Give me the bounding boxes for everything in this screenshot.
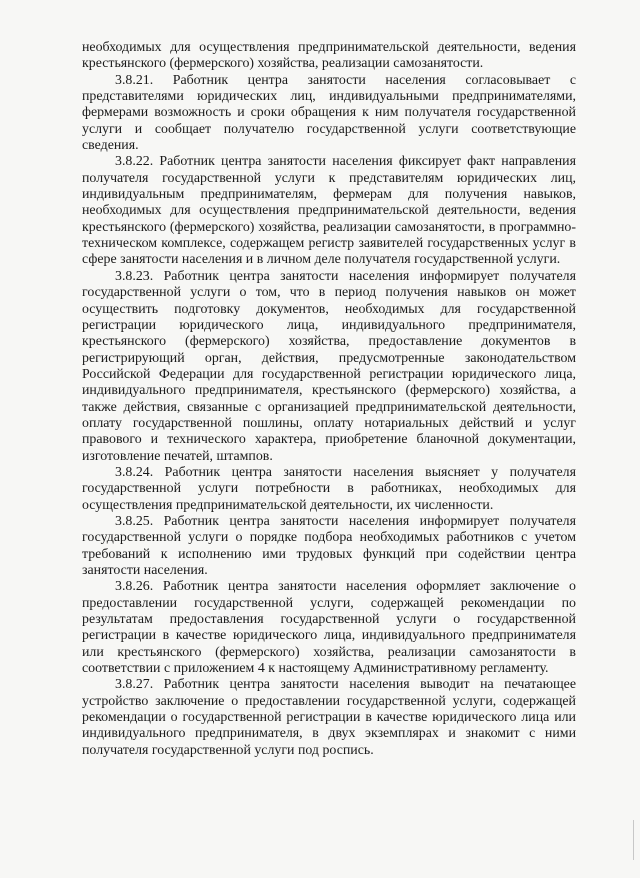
scan-edge-mark (633, 820, 634, 860)
document-body (82, 40, 576, 759)
paragraph-3-8-27: 3.8.27. Работник центра занятости населения выводит на печатающее устройство заключение о предоставлении государственной услуги, содержащей рекомендации о государственной регистрации в качестве юридического лица или индивидуального предпринимателя, в двух экземплярах и знакомит с ними получателя государственной услуги под роспись. (82, 677, 576, 758)
paragraph-3-8-22: 3.8.22. Работник центра занятости населения фиксирует факт направления получателя государственной услуги к представителям юридических лиц, индивидуальным предпринимателям, фермерам для получения навыков, необходимых для осуществления предпринимательской деятельности, ведения крестьянского (фермерского) хозяйства, реализации самозанятости, в программно-техническом комплексе, содержащем регистр заявителей государственных услуг в сфере занятости населения и в личном деле получателя государственной услуги. (82, 154, 576, 268)
paragraph-3-8-24: 3.8.24. Работник центра занятости населения выясняет у получателя государственной услуги потребности в работниках, необходимых для осуществления предпринимательской деятельности, их численности. (82, 464, 576, 513)
paragraph-3-8-26: 3.8.26. Работник центра занятости населения оформляет заключение о предоставлении государственной услуги, содержащей рекомендации по результатам предоставления государственной услуги о государственной регистрации в качестве юридического лица, индивидуального предпринимателя или крестьянского (фермерского) хозяйства, реализации самозанятости в соответствии с приложением 4 к настоящему Административному регламенту. (82, 579, 576, 677)
paragraph-3-8-23: 3.8.23. Работник центра занятости населения информирует получателя государственной услуги о том, что в период получения навыков он может осуществить подготовку документов, необходимых для государственной регистрации юридического лица, индивидуального предпринимателя, крестьянского (фермерского) хозяйства, предоставление документов в регистрирующий орган, действия, предусмотренные законодательством Российской Федерации для государственной регистрации юридического лица, индивидуального предпринимателя, крестьянского (фермерского) хозяйства, а также действия, связанные с организацией предпринимательской деятельности, оплату государственной пошлины, оплату нотариальных действий и услуг правового и технического характера, приобретение бланочной документации, изготовление печатей, штампов. (82, 268, 576, 464)
paragraph-continuation: необходимых для осуществления предпринимательской деятельности, ведения крестьянского (фермерского) хозяйства, реализации самозанятости. (82, 40, 576, 72)
paragraph-3-8-21: 3.8.21. Работник центра занятости населения согласовывает с представителями юридических лиц, индивидуальными предпринимателями, фермерами возможность и сроки обращения к ним получателя государственной услуги и сообщает получателю государственной услуги соответствующие сведения. (82, 72, 576, 154)
paragraph-3-8-25: 3.8.25. Работник центра занятости населения информирует получателя государственной услуги о порядке подбора необходимых работников с учетом требований к исполнению ими трудовых функций при содействии центра занятости населения. (82, 513, 576, 578)
